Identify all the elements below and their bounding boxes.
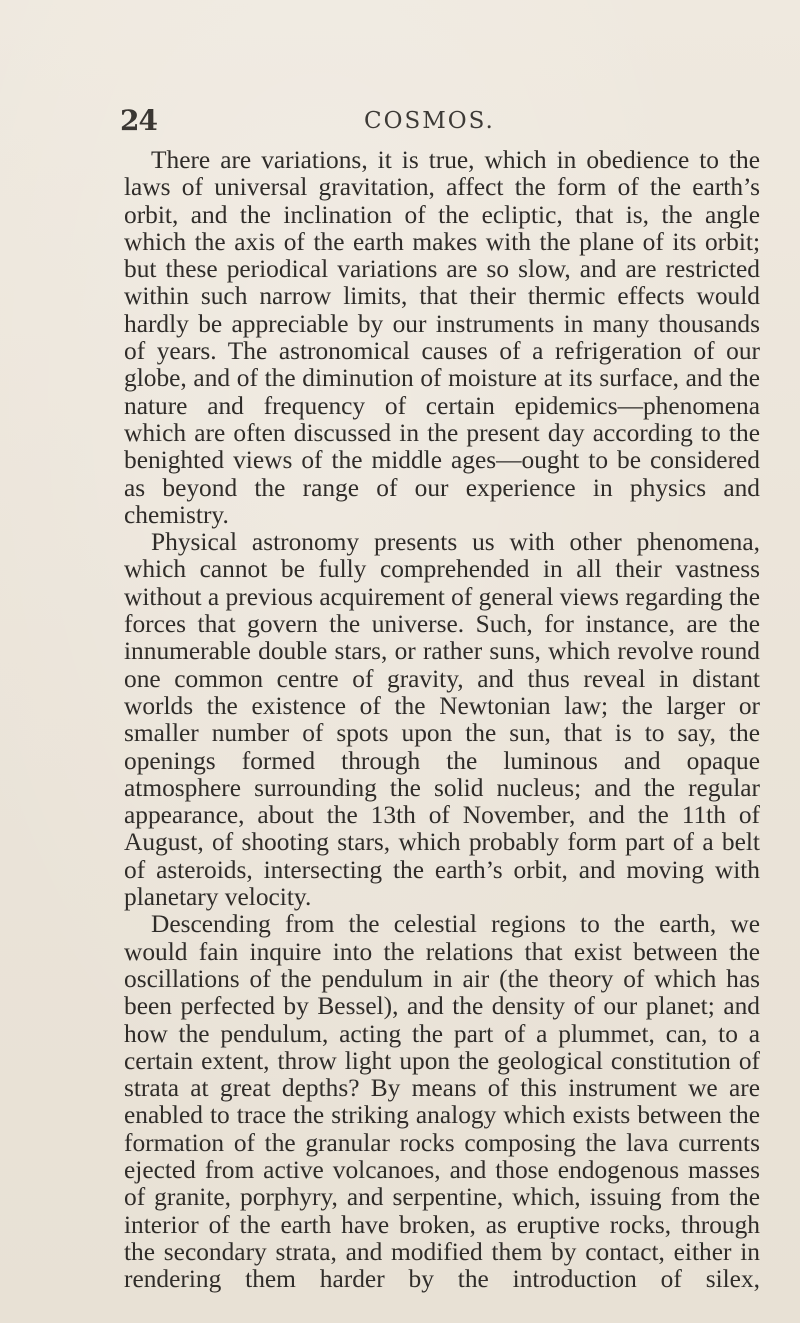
paragraph: Physical astronomy presents us with other phenomena, which cannot be fully comprehended in all their vastness without a previous acquirement of general views regarding the forces that govern the universe. Such, for instance, are the innumerable double stars, or rather suns, which revolve round one common centre of gravity, and thus reveal in distant worlds the existence of the Newtonian law; the larger or smaller number of spots upon the sun, that is to say, the openings formed through the luminous and opaque atmosphere surrounding the solid nucleus; and the regular appearance, about the 13th of November, and the 11th of August, of shooting stars, which probably form part of a belt of asteroids, intersecting the earth’s orbit, and moving with planetary velocity. <box>124 528 760 912</box>
paragraph: Descending from the celestial regions to the earth, we would fain inquire into the relations that exist between the oscillations of the pendulum in air (the theory of which has been perfected by Bessel), and the density of our planet; and how the pendulum, acting the part of a plummet, can, to a certain extent, throw light upon the geological constitution of strata at great depths? By means of this instrument we are enabled to trace the striking analogy which exists between the formation of the granular rocks composing the lava currents ejected from active volcanoes, and those endogenous masses of granite, porphyry, and serpentine, which, issuing from the interior of the earth have broken, as eruptive rocks, through the secondary strata, and modified them by contact, either in rendering them harder by the introduction of silex, <box>124 910 760 1294</box>
body-text <box>124 147 760 1293</box>
page-header <box>120 104 760 144</box>
page-number: 24 <box>120 104 157 137</box>
paragraph: There are variations, it is true, which in obedience to the laws of universal gravitation, affect the form of the earth’s orbit, and the inclination of the ecliptic, that is, the angle which the axis of the earth makes with the plane of its orbit; but these periodical variations are so slow, and are restricted within such narrow limits, that their thermic effects would hardly be appreciable by our instruments in many thousands of years. The astronomical causes of a refrigeration of our globe, and of the diminution of moisture at its surface, and the nature and frequency of certain epidemics—phenomena which are often discussed in the present day according to the benighted views of the middle ages—ought to be considered as beyond the range of our experience in physics and chemistry. <box>124 146 760 529</box>
running-head: COSMOS. <box>364 108 495 134</box>
